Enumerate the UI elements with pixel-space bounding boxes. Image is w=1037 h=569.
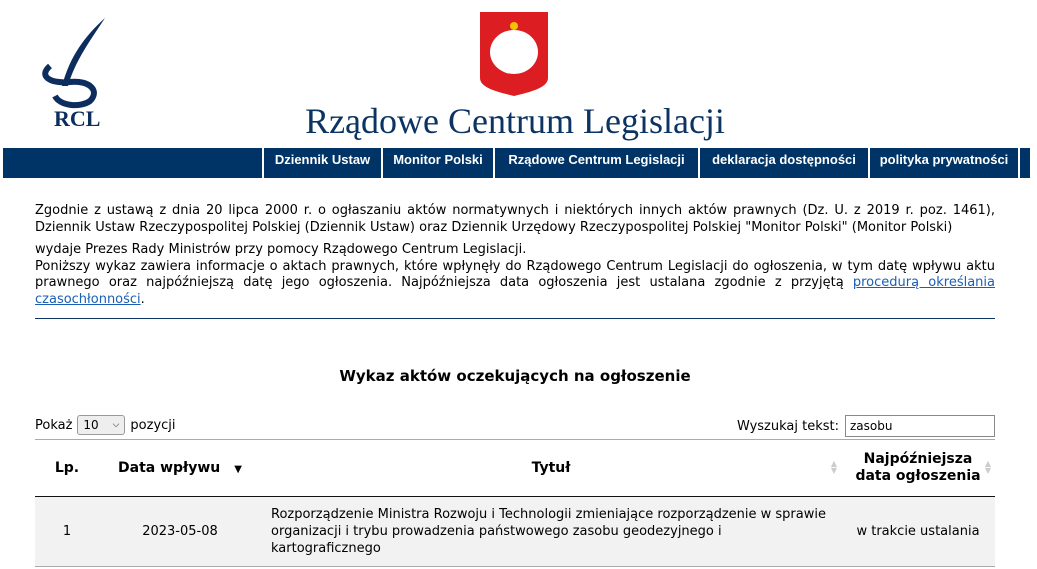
col-lp-label: Lp. — [54, 460, 80, 476]
col-title-label: Tytuł — [531, 460, 571, 476]
procedure-link[interactable]: procedurą określania czasochłonności — [35, 275, 995, 307]
sort-icon: ▲ ▼ — [984, 459, 991, 475]
col-deadline[interactable] — [841, 440, 995, 497]
intro-p3-text: Poniższy wykaz zawiera informacje o aktach prawnych, które wpłynęły do Rządowego Centrum Legislacji do ogłoszenia, w tym datę wpływu aktu prawnego oraz najpóźniejszą datę jego ogłoszenia. Najpóźniejsza data ogłoszenia jest ustalana zgodnie z przyjętą — [35, 258, 995, 290]
nav-monitor-polski[interactable]: Monitor Polski — [381, 148, 493, 178]
search-label: Wyszukaj tekst: — [736, 418, 839, 434]
col-lp[interactable] — [35, 440, 99, 497]
cell-date: 2023-05-08 — [99, 497, 261, 567]
intro-end: . — [140, 291, 145, 307]
cell-lp: 1 — [35, 497, 99, 567]
svg-text:RCL: RCL — [54, 106, 101, 131]
cell-title: Rozporządzenie Ministra Rozwoju i Technologii zmieniające rozporządzenie w sprawie organizacji i trybu prowadzenia państwowego zasobu geodezyjnego i kartograficznego — [261, 497, 841, 567]
intro-p1: Zgodnie z ustawą z dnia 20 lipca 2000 r. o ogłaszaniu aktów normatywnych i niektórych innych aktów prawnych (Dz. U. z 2019 r. poz. 1461), Dziennik Ustaw Rzeczypospolitej Polskiej (Dziennik Ustaw) oraz Dziennik Urzędowy Rzeczypospolitej Polskiej "Monitor Polski" (Monitor Polski) — [35, 203, 995, 235]
col-date-label: Data wpływu — [118, 460, 221, 476]
col-title[interactable] — [261, 440, 841, 497]
page-length-value: 10 — [83, 418, 99, 432]
items-label: pozycji — [130, 417, 176, 433]
intro-text — [35, 203, 995, 308]
col-date[interactable] — [99, 440, 261, 497]
nav-separator — [1018, 148, 1030, 178]
table-row — [35, 497, 995, 567]
page-length-control — [35, 415, 176, 435]
intro-p3 — [35, 259, 995, 309]
acts-table — [35, 439, 995, 567]
nav-rcl[interactable]: Rządowe Centrum Legislacji — [493, 148, 698, 178]
col-deadline-label: Najpóźniejsza data ogłoszenia — [855, 451, 981, 484]
page-title: Rządowe Centrum Legislacji — [305, 101, 725, 141]
main-nav — [3, 148, 1030, 178]
chevron-down-icon: ⌵ — [112, 420, 120, 430]
divider — [35, 318, 995, 319]
page-length-select[interactable] — [77, 415, 125, 435]
sort-desc-icon: ▼ — [234, 464, 242, 475]
cell-deadline: w trakcie ustalania — [841, 497, 995, 567]
search-control — [737, 415, 995, 437]
list-heading: Wykaz aktów oczekujących na ogłoszenie — [339, 367, 691, 385]
sort-icon: ▲ ▼ — [830, 459, 837, 475]
polish-emblem — [480, 12, 548, 96]
nav-polityka[interactable]: polityka prywatności — [868, 148, 1018, 178]
nav-dziennik-ustaw[interactable]: Dziennik Ustaw — [262, 148, 381, 178]
intro-p2: wydaje Prezes Rady Ministrów przy pomocy Rządowego Centrum Legislacji. — [35, 242, 527, 257]
nav-deklaracja[interactable]: deklaracja dostępności — [698, 148, 868, 178]
show-label: Pokaż — [35, 417, 73, 433]
search-input[interactable] — [845, 415, 995, 437]
